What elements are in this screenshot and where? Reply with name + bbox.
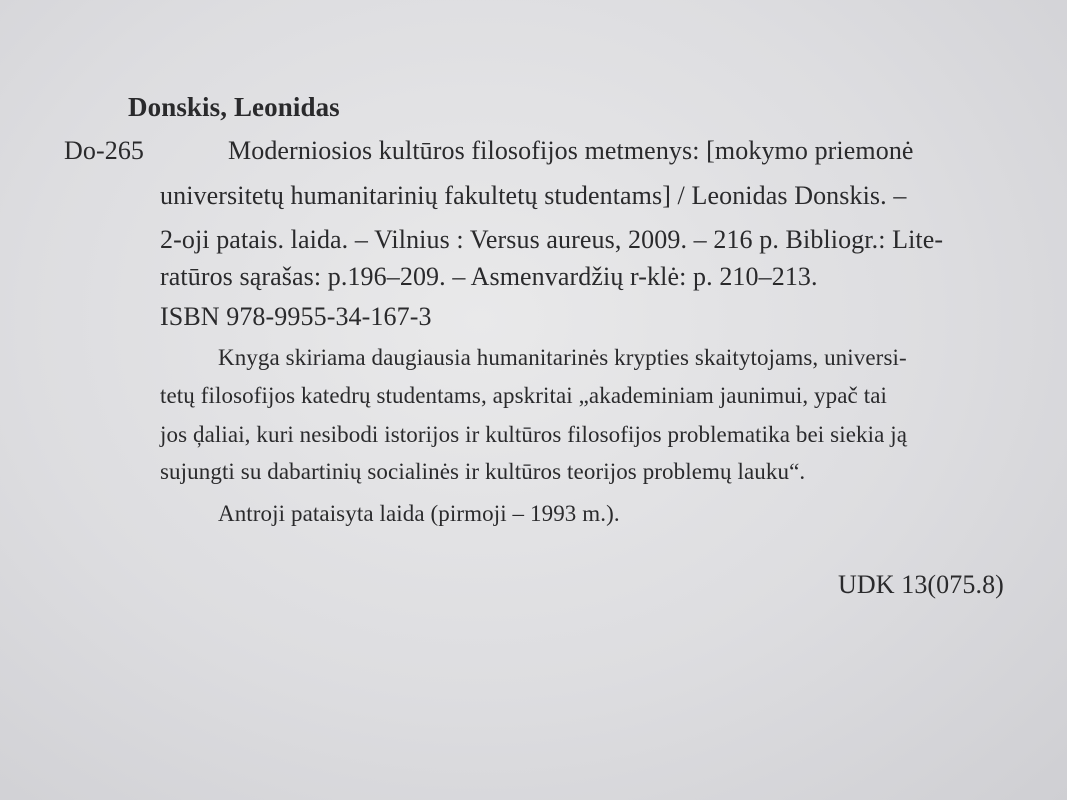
- bibliographic-line-edition: 2-oji patais. laida. – Vilnius : Versus aureus, 2009. – 216 p. Bibliogr.: Lite-: [160, 225, 944, 254]
- bibliographic-line-title: Moderniosios kultūros filosofijos metmenys: [mokymo priemonė: [228, 136, 914, 165]
- annotation-line: sujungti su dabartinių socialinės ir kultūros teorijos problemų lauku“.: [160, 459, 806, 484]
- author-heading: Donskis, Leonidas: [128, 92, 340, 122]
- isbn: ISBN 978-9955-34-167-3: [160, 302, 432, 331]
- call-number: Do-265: [64, 136, 145, 165]
- annotation-line: tetų filosofijos katedrų studentams, apskritai „akademiniam jaunimui, ypač tai: [160, 383, 887, 408]
- bibliographic-line-audience: universitetų humanitarinių fakultetų studentams] / Leonidas Donskis. –: [160, 181, 907, 210]
- udk-classification: UDK 13(075.8): [838, 570, 1004, 599]
- annotation-line: jos ḑaliai, kuri nesibodi istorijos ir kultūros filosofijos problematika bei siekia ją: [160, 422, 908, 447]
- edition-note: Antroji pataisyta laida (pirmoji – 1993 m.).: [218, 501, 620, 526]
- bibliographic-line-index: ratūros sąrašas: p.196–209. – Asmenvardžių r-klė: p. 210–213.: [160, 262, 818, 291]
- annotation-line: Knyga skiriama daugiausia humanitarinės krypties skaitytojams, universi-: [218, 345, 907, 370]
